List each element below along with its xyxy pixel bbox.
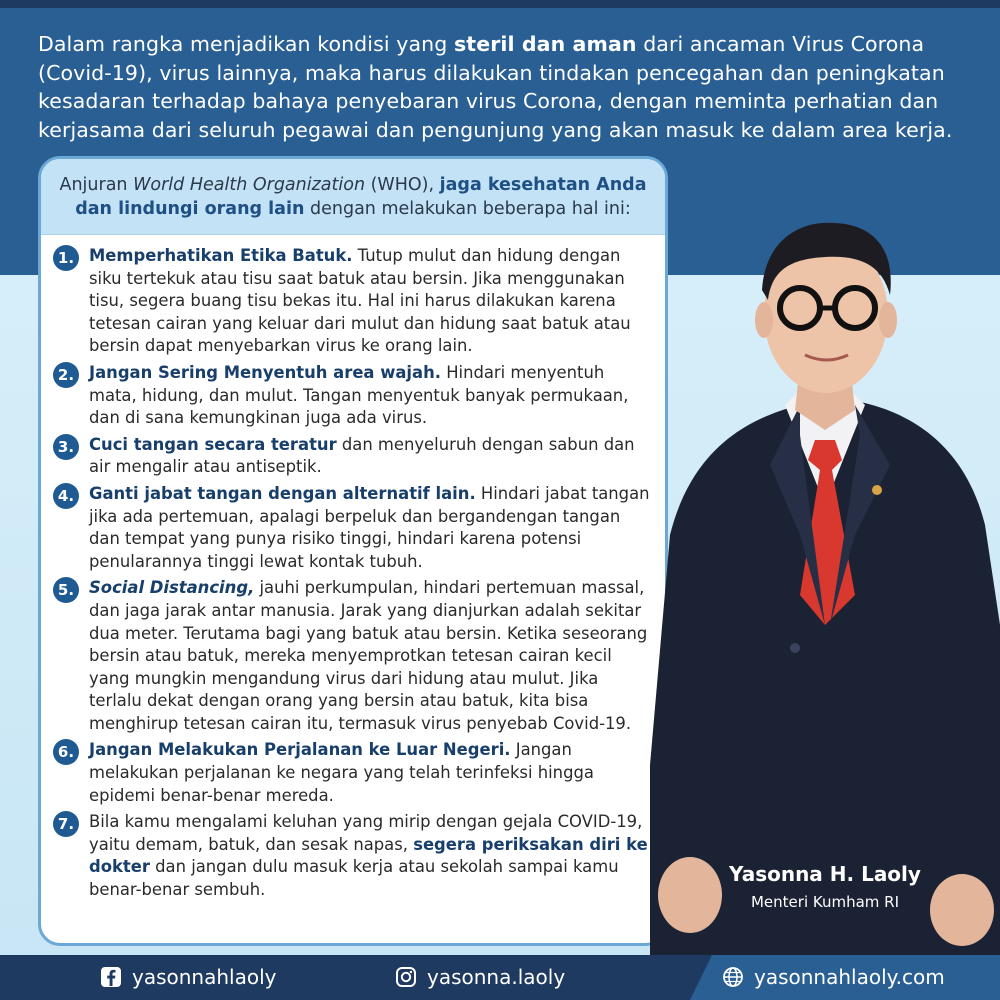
list-item bbox=[53, 245, 651, 358]
item-number-badge: 1. bbox=[53, 245, 79, 271]
item-number-badge: 6. bbox=[53, 739, 79, 765]
item-text: Memperhatikan Etika Batuk. Tutup mulut dan hidung dengan siku tertekuk atau tisu saat batuk atau bersin. Jika menggunakan tisu, segera buang tisu bekas itu. Hal ini harus dilakukan karena tetesan cairan yang keluar dari mulut dan hidung saat batuk atau bersin dapat menyebarkan virus ke orang lain. bbox=[89, 246, 631, 356]
globe-icon bbox=[722, 966, 744, 988]
website-link[interactable] bbox=[722, 965, 945, 989]
instagram-icon bbox=[395, 966, 417, 988]
item-text: Cuci tangan secara teratur dan menyeluruh dengan sabun dan air mengalir atau antiseptik. bbox=[89, 434, 635, 477]
list-item bbox=[53, 362, 651, 430]
item-text: Jangan Melakukan Perjalanan ke Luar Negeri. Jangan melakukan perjalanan ke negara yang telah terinfeksi hingga epidemi benar-benar mereda. bbox=[89, 740, 594, 805]
item-number-badge: 2. bbox=[53, 362, 79, 388]
minister-portrait bbox=[650, 205, 1000, 955]
list-item bbox=[53, 739, 651, 807]
person-name: Yasonna H. Laoly bbox=[729, 862, 921, 886]
item-number-badge: 5. bbox=[53, 577, 79, 603]
advice-list bbox=[41, 235, 665, 902]
who-advice-card bbox=[38, 156, 668, 946]
item-text: Ganti jabat tangan dengan alternatif lain. Hindari jabat tangan jika ada pertemuan, apalagi berpeluk dan bergandengan tangan dan tempat yang punya risiko tinggi, hindari karena potensi penularannya tinggi lewat kontak tubuh. bbox=[89, 483, 650, 571]
card-header: Anjuran World Health Organization (WHO), jaga kesehatan Anda dan lindungi orang lain dengan melakukan beberapa hal ini: bbox=[41, 159, 665, 235]
top-strip bbox=[0, 0, 1000, 8]
item-number-badge: 3. bbox=[53, 434, 79, 460]
facebook-icon bbox=[100, 966, 122, 988]
list-item bbox=[53, 577, 651, 735]
intro-paragraph: Dalam rangka menjadikan kondisi yang steril dan aman dari ancaman Virus Corona (Covid-19), virus lainnya, maka harus dilakukan tindakan pencegahan dan peningkatan kesadaran terhadap bahaya penyebaran virus Corona, dengan meminta perhatian dan kerjasama dari seluruh pegawai dan pengunjung yang akan masuk ke dalam area kerja. bbox=[38, 32, 953, 142]
item-text: Social Distancing, jauhi perkumpulan, hindari pertemuan massal, dan jaga jarak antar manusia. Jarak yang dianjurkan adalah sekitar dua meter. Terutama bagi yang batuk atau bersin. Ketika seseorang bersin atau batuk, mereka menyemprotkan tetesan cairan kecil yang mungkin mengandung virus dari hidung atau mulut. Jika terlalu dekat dengan orang yang bersin atau batuk, kita bisa menghirup tetesan cairan itu, termasuk virus penyebab Covid-19. bbox=[89, 578, 648, 733]
list-item bbox=[53, 434, 651, 479]
item-text: Bila kamu mengalami keluhan yang mirip dengan gejala COVID-19, yaitu demam, batuk, dan sesak napas, segera periksakan diri ke dokter dan jangan dulu masuk kerja atau sekolah sampai kamu benar-benar sembuh. bbox=[89, 812, 648, 900]
instagram-handle: yasonna.laoly bbox=[427, 965, 566, 989]
list-item bbox=[53, 811, 651, 901]
instagram-link[interactable] bbox=[395, 965, 565, 989]
person-role: Menteri Kumham RI bbox=[750, 893, 900, 911]
website-url: yasonnahlaoly.com bbox=[754, 965, 945, 989]
item-text: Jangan Sering Menyentuh area wajah. Hindari menyentuh mata, hidung, dan mulut. Tangan menyentuk banyak permukaan, dan di sana kemungkinan juga ada virus. bbox=[89, 362, 629, 428]
facebook-link[interactable] bbox=[100, 965, 276, 989]
item-number-badge: 4. bbox=[53, 483, 79, 509]
item-number-badge: 7. bbox=[53, 811, 79, 837]
list-item bbox=[53, 483, 651, 573]
facebook-handle: yasonnahlaoly bbox=[132, 965, 277, 989]
